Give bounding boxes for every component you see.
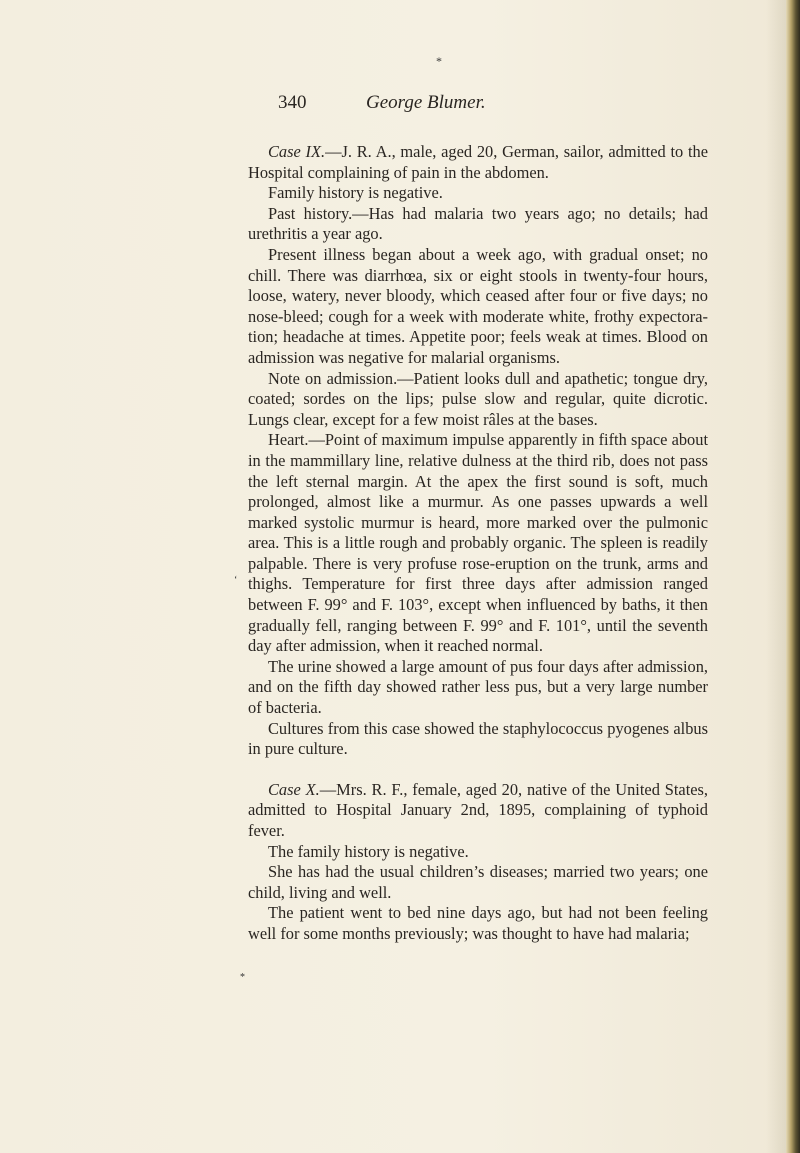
paragraph-text: The family history is negative. <box>268 841 469 861</box>
paragraph-text: Heart.—Point of maximum impulse apparently in fifth space about in the mammillary line, relative dulness at the third rib, does not pass the left sternal margin. At the apex the first sound is soft, much prolonged, almost like a murmur. As one passes upwards a well marked systolic murmur is heard, more marked over the pulmonic area. This is a little rough and probably organic. The spleen is readily palpable. There is very profuse rose-eruption on the trunk, arms and thighs. Temperature for first three days after admission ranged between F. 99° and F. 103°, except when influenced by baths, it then gradually fell, ranging between F. 99° and F. 101°, until the seventh day after admission, when it reached normal. <box>248 430 708 656</box>
paragraph-text: The patient went to bed nine days ago, but had not been feeling well for some months previously; was thought to have had malaria; <box>248 903 708 943</box>
paragraph <box>248 903 708 944</box>
paragraph <box>248 142 708 183</box>
paragraph-text: Past history.—Has had malaria two years ago; no details; had urethritis a year ago. <box>248 203 708 244</box>
paragraph <box>248 204 708 245</box>
case-label: Case IX. <box>268 142 326 161</box>
page-header <box>278 92 698 122</box>
binding-shadow <box>766 0 786 1153</box>
paragraph <box>248 245 708 369</box>
paragraph <box>248 657 708 719</box>
paragraph <box>248 719 708 760</box>
paragraph-text: Cultures from this case showed the staphylococcus pyogenes albus in pure culture. <box>248 718 708 759</box>
binding-edge <box>786 0 800 1153</box>
scan-mark: * <box>240 972 245 983</box>
paragraph-text: —J. R. A., male, aged 20, German, sailor, admitted to the Hospital complaining of pain in the abdomen. <box>248 142 709 182</box>
scan-mark: ‘ <box>234 575 238 586</box>
paragraph <box>248 430 708 657</box>
paragraph <box>248 183 708 204</box>
scan-mark: * <box>436 54 442 68</box>
paragraph <box>248 369 708 431</box>
paragraph <box>248 842 708 863</box>
page-number: 340 <box>278 92 307 113</box>
paragraph <box>248 862 708 903</box>
paragraph-text: Present illness began about a week ago, with gradual onset; no chill. There was diarrhœa, six or eight stools in twenty-four hours, loose, watery, never bloody, which ceased after four or five days; no nose-bleed; cough for a week with moderate white, frothy expectoration; headache at times. Appetite poor; feels weak at times. Blood on admission was negative for malarial organisms. <box>248 244 708 367</box>
case-label: Case X. <box>268 779 320 799</box>
body-text <box>248 142 708 945</box>
paragraph-text: Family history is negative. <box>268 183 443 203</box>
paragraph-text: The urine showed a large amount of pus four days after admission, and on the fifth day showed rather less pus, but a very large number of bacteria. <box>248 656 708 718</box>
paragraph <box>248 780 708 842</box>
paragraph-text: She has had the usual children’s diseases; married two years; one child, living and well. <box>248 862 708 902</box>
running-head: George Blumer. <box>366 92 486 113</box>
paragraph-text: —Mrs. R. F., female, aged 20, native of the United States, admitted to Hospital January 2nd, 1895, complaining of typhoid fever. <box>248 779 708 840</box>
paragraph-text: Note on admission.—Patient looks dull and apathetic; tongue dry, coated; sordes on the lips; pulse slow and regular, quite dicrotic. Lungs clear, except for a few moist râles at the bases. <box>248 368 708 429</box>
